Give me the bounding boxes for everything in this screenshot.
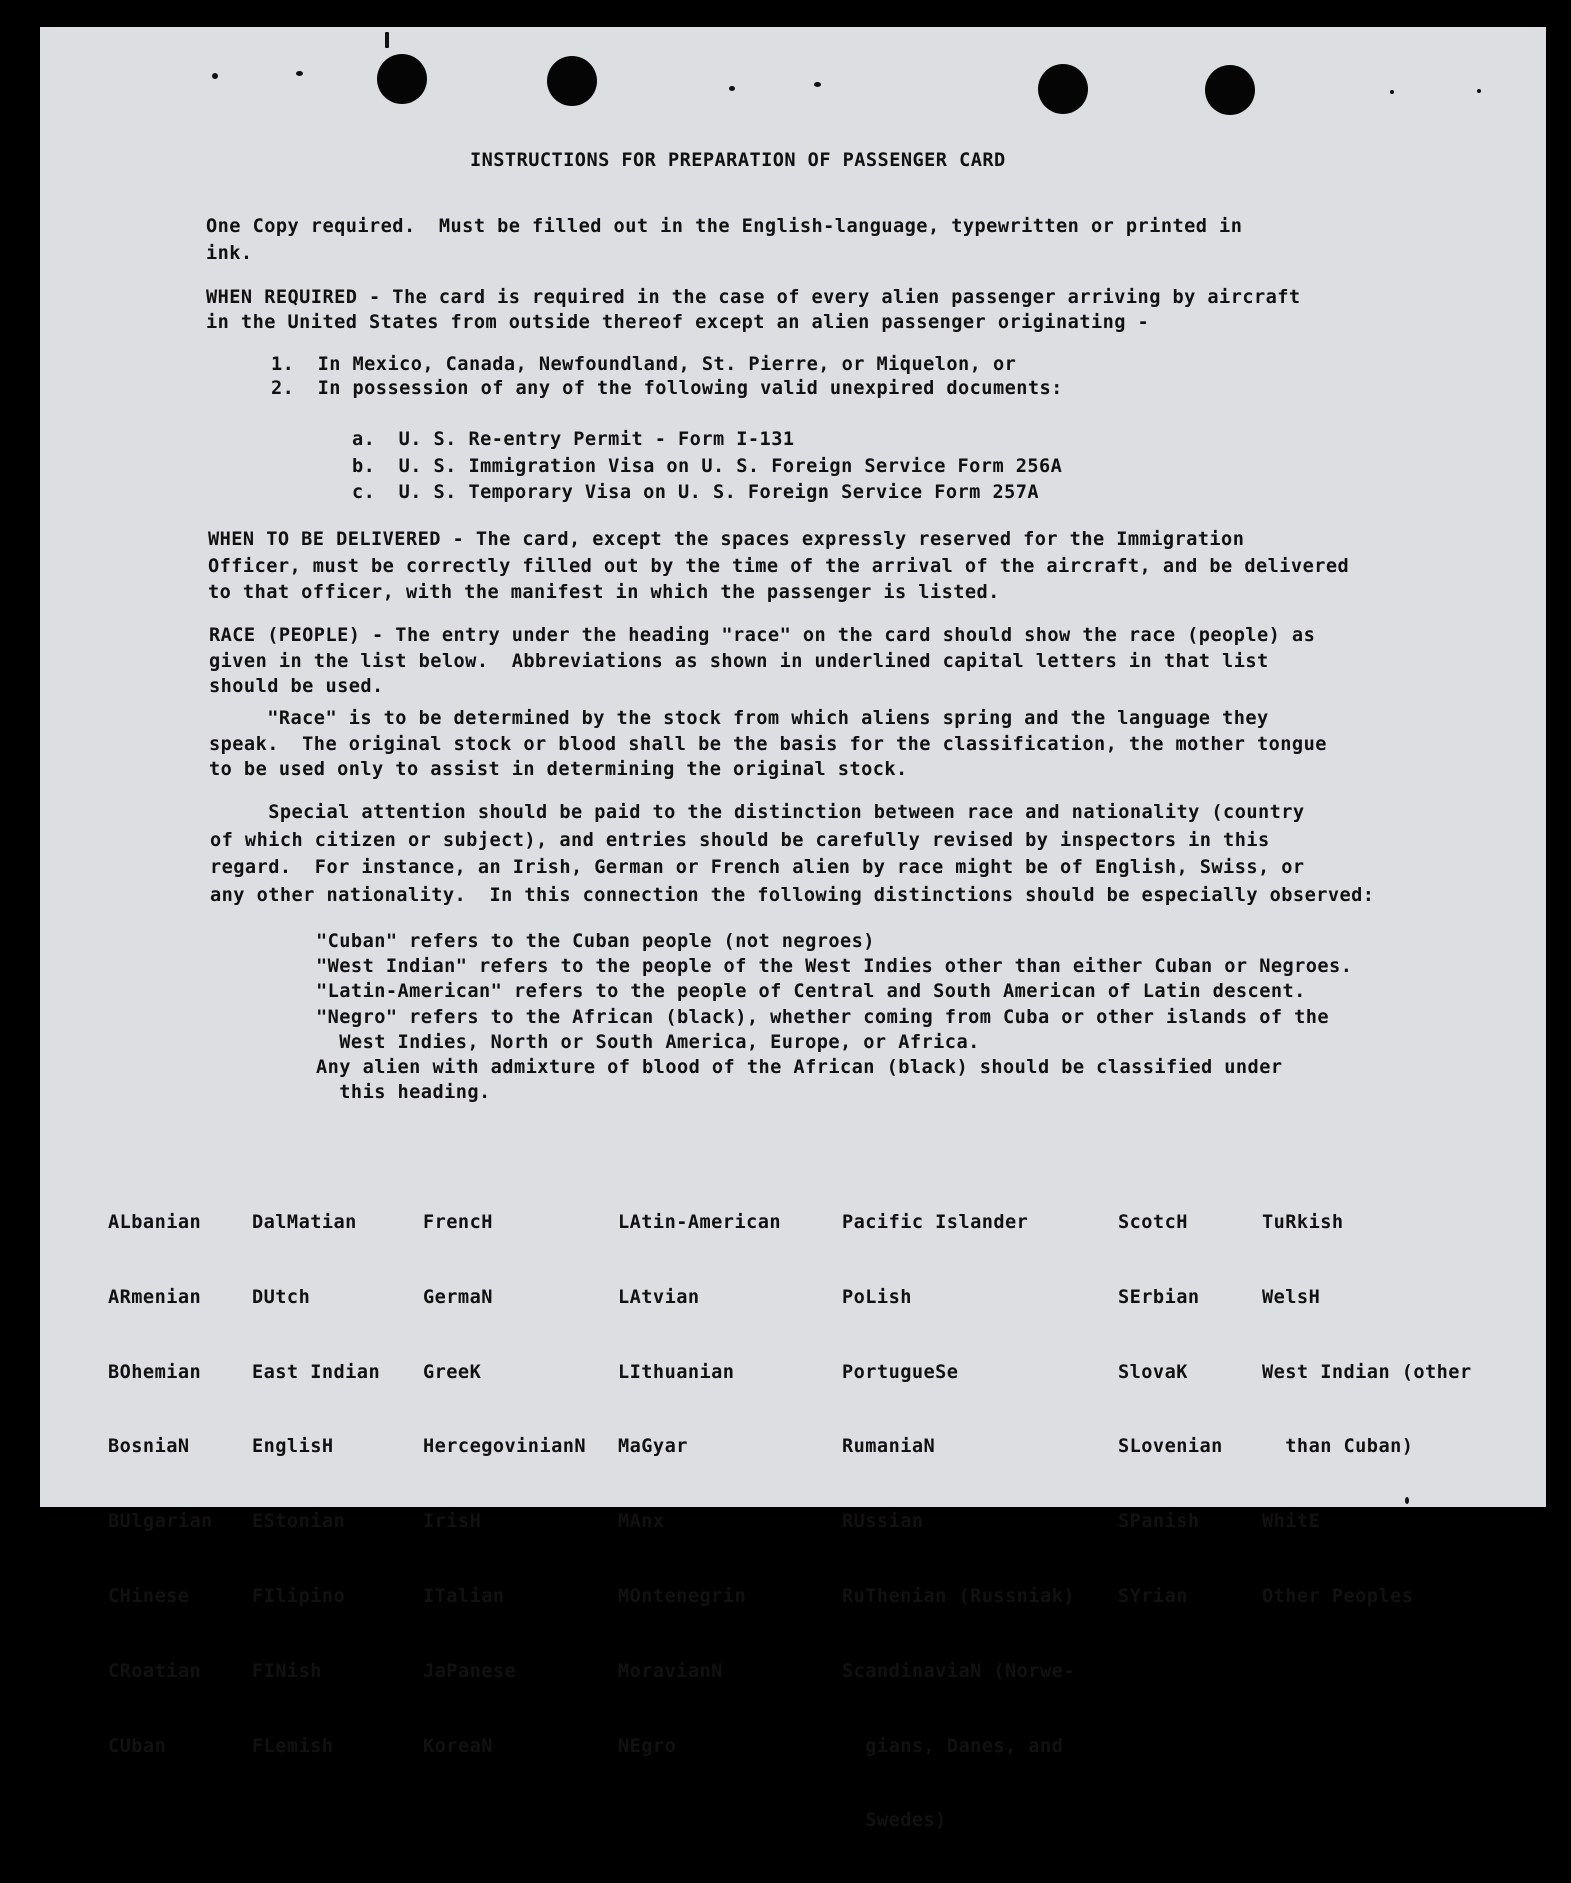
document-page: [40, 27, 1546, 1832]
text-line: "Latin-American" refers to the people of Central and South American of Latin descent.: [316, 981, 1306, 1003]
text-line: in the United States from outside thereof except an alien passenger originating -: [206, 312, 1150, 333]
race-item: EnglisH: [252, 1436, 334, 1458]
text-line: to that officer, with the manifest in which the passenger is listed.: [208, 582, 1000, 603]
race-item: IrisH: [423, 1511, 482, 1533]
race-determined-paragraph: [209, 706, 1327, 783]
list-item: b. U. S. Immigration Visa on U. S. Foreign Service Form 256A: [352, 455, 1063, 477]
race-item: than Cuban): [1262, 1436, 1414, 1458]
race-column: [618, 1160, 781, 1808]
text-line: RACE (PEOPLE) - The entry under the heading "race" on the card should show the race (people) as: [209, 625, 1316, 646]
list-item: c. U. S. Temporary Visa on U. S. Foreign Service Form 257A: [352, 482, 1040, 503]
race-item: Swedes): [842, 1810, 947, 1832]
text-line: Any alien with admixture of blood of the African (black) should be classified under: [316, 1057, 1283, 1079]
text-line: to be used only to assist in determining the original stock.: [209, 759, 908, 780]
text-line: should be used.: [209, 676, 384, 697]
list-item: 1. In Mexico, Canada, Newfoundland, St. Pierre, or Miquelon, or: [271, 354, 1017, 375]
race-item: ScotcH: [1118, 1212, 1188, 1233]
documents-list: [352, 427, 1062, 507]
race-item: ScandinaviaN (Norwe-: [842, 1660, 1075, 1682]
race-item: DUtch: [252, 1286, 311, 1308]
text-line: regard. For instance, an Irish, German or French alien by race might be of English, Swiss, or: [210, 857, 1305, 878]
race-item: CRoatian: [108, 1660, 202, 1682]
document-title: INSTRUCTIONS FOR PREPARATION OF PASSENGER CARD: [470, 150, 1006, 171]
race-item: MOntenegrin: [618, 1585, 747, 1607]
race-item: CHinese: [108, 1585, 190, 1607]
text-line: West Indies, North or South America, Europe, or Africa.: [316, 1031, 980, 1053]
text-line: "Negro" refers to the African (black), whether coming from Cuba or other islands of the: [316, 1006, 1330, 1028]
race-item: NEgro: [618, 1735, 677, 1757]
race-item: MAnx: [618, 1511, 665, 1533]
race-column: [842, 1160, 1075, 1883]
race-item: SLovenian: [1118, 1436, 1223, 1458]
race-item: ITalian: [423, 1585, 505, 1607]
race-item: FIlipino: [252, 1585, 346, 1607]
numbered-list: [271, 353, 1063, 401]
text-line: WHEN REQUIRED - The card is required in the case of every alien passenger arriving by aircraft: [206, 287, 1301, 308]
race-item: SYrian: [1118, 1585, 1188, 1607]
speck-mark: [296, 71, 303, 76]
race-item: PoLish: [842, 1286, 912, 1308]
race-item: TuRkish: [1262, 1212, 1344, 1233]
race-item: Other Peoples: [1262, 1585, 1414, 1607]
race-item: SErbian: [1118, 1286, 1200, 1308]
speck-mark: [814, 82, 821, 87]
race-item: CUban: [108, 1735, 167, 1757]
race-item: SlovaK: [1118, 1361, 1188, 1383]
race-item: Pacific Islander: [842, 1212, 1029, 1233]
document-body: [40, 27, 1472, 1832]
race-item: FINish: [252, 1660, 322, 1682]
speck-mark: [1390, 90, 1394, 94]
text-line: ink.: [206, 243, 253, 264]
race-item: GermaN: [423, 1286, 493, 1308]
race-item: West Indian (other: [1262, 1361, 1472, 1383]
race-column: [108, 1160, 213, 1808]
race-item: EStonian: [252, 1511, 346, 1533]
race-column: [1118, 1160, 1223, 1659]
speck-mark: [385, 32, 389, 48]
race-item: RUssian: [842, 1511, 924, 1533]
race-item: JaPanese: [423, 1660, 517, 1682]
punch-hole: [377, 54, 427, 104]
race-column: [252, 1160, 380, 1808]
punch-hole: [1205, 65, 1255, 115]
text-line: One Copy required. Must be filled out in the English-language, typewritten or printed in: [206, 216, 1243, 237]
race-item: BOhemian: [108, 1361, 202, 1383]
race-item: LIthuanian: [618, 1361, 735, 1383]
text-line: Officer, must be correctly filled out by the time of the arrival of the aircraft, and be delivered: [208, 555, 1350, 577]
race-item: SPanish: [1118, 1511, 1200, 1533]
race-item: RumaniaN: [842, 1436, 936, 1458]
text-line: of which citizen or subject), and entries should be carefully revised by inspectors in this: [210, 829, 1270, 851]
text-line: "Race" is to be determined by the stock from which aliens spring and the language they: [209, 708, 1269, 729]
race-item: PortugueSe: [842, 1361, 959, 1383]
race-item: HercegovinianN: [423, 1436, 587, 1458]
race-item: RuThenian (Russniak): [842, 1585, 1075, 1607]
intro-paragraph: [206, 213, 1242, 267]
race-item: FLemish: [252, 1735, 334, 1757]
text-line: given in the list below. Abbreviations as shown in underlined capital letters in that list: [209, 650, 1269, 672]
text-line: speak. The original stock or blood shall be the basis for the classification, the mother tongue: [209, 733, 1327, 755]
race-column: [423, 1160, 586, 1808]
race-item: MoravianN: [618, 1660, 723, 1682]
race-item: WhitE: [1262, 1511, 1321, 1533]
race-item: DalMatian: [252, 1212, 357, 1233]
text-line: any other nationality. In this connection the following distinctions should be especially observed:: [210, 884, 1375, 906]
text-line: "Cuban" refers to the Cuban people (not negroes): [316, 931, 875, 952]
speck-mark: [212, 73, 218, 79]
race-item: WelsH: [1262, 1286, 1321, 1308]
race-item: FrencH: [423, 1212, 493, 1233]
speck-mark: [729, 86, 735, 91]
punch-hole: [1038, 64, 1088, 114]
text-line: "West Indian" refers to the people of the West Indies other than either Cuban or Negroes.: [316, 956, 1353, 978]
race-item: gians, Danes, and: [842, 1735, 1064, 1757]
race-column: [1262, 1160, 1472, 1659]
race-item: BUlgarian: [108, 1511, 213, 1533]
list-item: 2. In possession of any of the following valid unexpired documents:: [271, 378, 1063, 399]
text-line: WHEN TO BE DELIVERED - The card, except the spaces expressly reserved for the Immigration: [208, 529, 1245, 550]
punch-hole: [547, 56, 597, 106]
race-item: KoreaN: [423, 1735, 493, 1757]
special-attention-paragraph: [210, 799, 1374, 909]
text-line: this heading.: [316, 1082, 491, 1104]
race-item: LAtin-American: [618, 1212, 782, 1233]
race-item: ALbanian: [108, 1212, 202, 1233]
race-item: GreeK: [423, 1361, 482, 1383]
speck-mark: [1477, 89, 1481, 93]
list-item: a. U. S. Re-entry Permit - Form I-131: [352, 429, 795, 450]
when-required-paragraph: [206, 285, 1301, 335]
race-item: East Indian: [252, 1361, 381, 1383]
text-line: Special attention should be paid to the distinction between race and nationality (country: [210, 802, 1305, 823]
when-delivered-paragraph: [208, 527, 1349, 607]
race-item: MaGyar: [618, 1436, 688, 1458]
race-item: BosniaN: [108, 1436, 190, 1458]
race-item: LAtvian: [618, 1286, 700, 1308]
distinctions-list: [316, 929, 1352, 1105]
race-item: ARmenian: [108, 1286, 202, 1308]
race-people-paragraph: [209, 623, 1315, 700]
